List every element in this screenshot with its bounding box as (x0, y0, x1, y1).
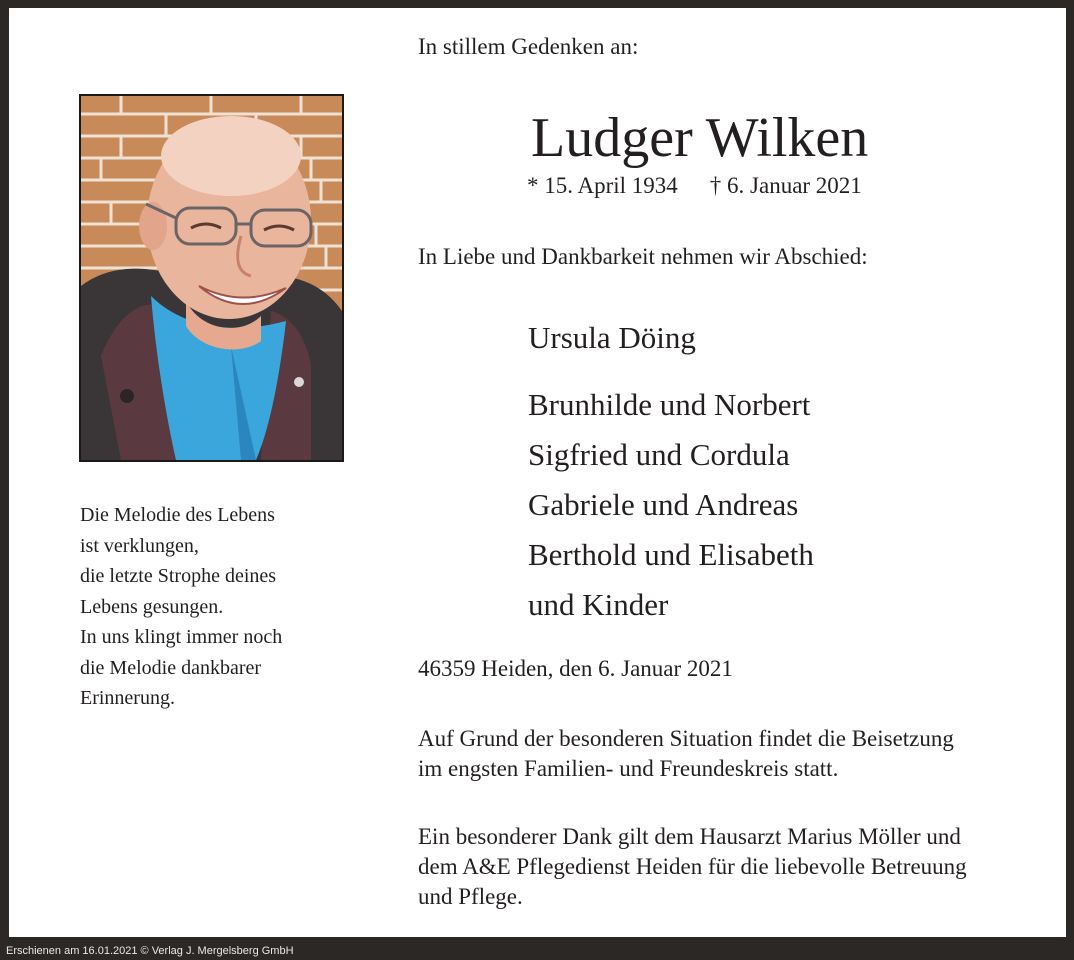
poem-line: Erinnerung. (80, 687, 175, 709)
poem-line: Lebens gesungen. (80, 595, 224, 618)
poem-line: ist verklungen, (80, 534, 199, 557)
thanks-note-line: dem A&E Pflegedienst Heiden für die liebevolle Betreuung (418, 854, 967, 879)
intro-line: In stillem Gedenken an: (418, 34, 639, 59)
mourner-item: und Kinder (528, 587, 669, 622)
portrait-photo (79, 94, 344, 462)
thanks-note (418, 822, 967, 912)
burial-note-line: im engsten Familien- und Freundeskreis statt. (418, 756, 839, 781)
place-date-line: 46359 Heiden, den 6. Januar 2021 (418, 656, 733, 681)
poem-line: die Melodie dankbarer (80, 656, 262, 679)
deceased-name: Ludger Wilken (531, 107, 869, 169)
obituary-card (9, 8, 1066, 937)
portrait-illustration (81, 96, 342, 460)
thanks-note-line: Ein besonderer Dank gilt dem Hausarzt Marius Möller und (418, 824, 961, 849)
burial-note-line: Auf Grund der besonderen Situation findet die Beisetzung (418, 726, 954, 751)
thanks-note-line: und Pflege. (418, 884, 523, 909)
life-dates (527, 173, 862, 199)
mourners-list (528, 313, 814, 630)
burial-note (418, 724, 954, 784)
publication-footer: Erschienen am 16.01.2021 © Verlag J. Mergelsberg GmbH (6, 945, 294, 957)
poem (80, 500, 282, 714)
mourner-item: Berthold und Elisabeth (528, 537, 814, 572)
poem-line: Die Melodie des Lebens (80, 504, 275, 526)
farewell-line: In Liebe und Dankbarkeit nehmen wir Abschied: (418, 244, 868, 269)
poem-line: In uns klingt immer noch (80, 626, 283, 648)
mourner-item: Gabriele und Andreas (528, 487, 799, 522)
death-date: † 6. Januar 2021 (709, 173, 862, 198)
poem-line: die letzte Strophe deines (80, 565, 277, 587)
birth-date: * 15. April 1934 (527, 173, 678, 198)
mourner-item: Sigfried und Cordula (528, 437, 790, 472)
mourner-item: Brunhilde und Norbert (528, 387, 811, 422)
mourner-item: Ursula Döing (528, 320, 696, 355)
